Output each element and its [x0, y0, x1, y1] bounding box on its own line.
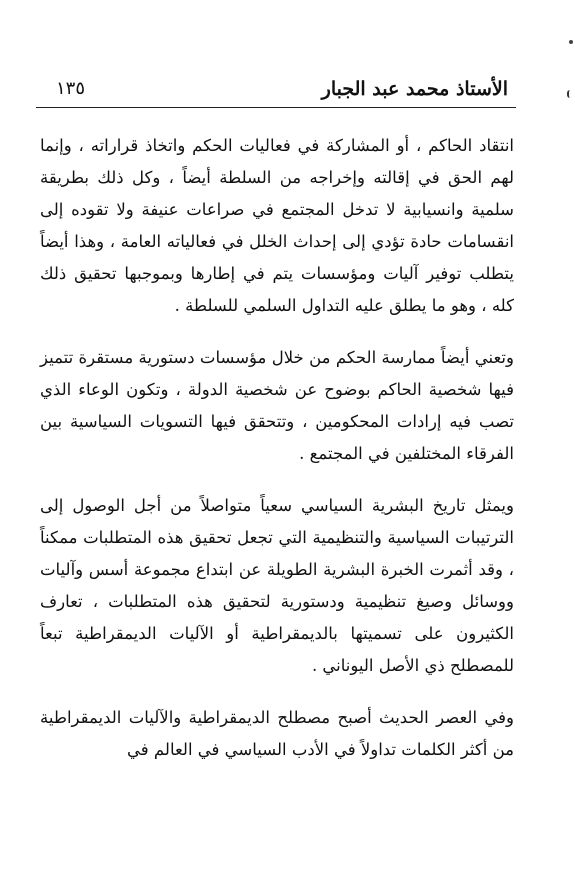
running-header	[36, 76, 516, 104]
page-edge-mark	[569, 40, 573, 44]
paragraph-1: انتقاد الحاكم ، أو المشاركة في فعاليات الحكم واتخاذ قراراته ، وإنما لهم الحق في إقالته وإخراجه من السلطة أيضاً ، وكل ذلك بطريقة سلمية وانسيابية لا تدخل المجتمع في صراعات عنيفة ولا تقوده إلى انقسامات حادة تؤدي إلى إحداث الخلل في فعالياته العامة ، وهذا أيضاً يتطلب توفير آليات ومؤسسات يتم في إطارها وبموجبها تحقيق ذلك كله ، وهو ما يطلق عليه التداول السلمي للسلطة .	[40, 136, 514, 315]
running-header-title: الأستاذ محمد عبد الجبار	[321, 78, 508, 100]
paragraph-3: ويمثل تاريخ البشرية السياسي سعياً متواصلاً من أجل الوصول إلى الترتيبات السياسية والتنظيمية التي تجعل تحقيق هذه المتطلبات ممكناً ، وقد أثمرت الخبرة البشرية الطويلة عن ابتداع مجموعة أسس وآليات ووسائل وصيغ تنظيمية ودستورية لتحقيق هذه المتطلبات ، تعارف الكثيرون على تسميتها بالديمقراطية أو الآليات الديمقراطية تبعاً للمصطلح ذي الأصل اليوناني .	[40, 496, 514, 675]
paragraph-2: وتعني أيضاً ممارسة الحكم من خلال مؤسسات دستورية مستقرة تتميز فيها شخصية الحاكم بوضوح عن شخصية الدولة ، وتكون الوعاء الذي تصب فيه إرادات المحكومين ، وتتحقق فيها التسويات السياسية بين الفرقاء المختلفين في المجتمع .	[40, 348, 514, 463]
paragraph-4: وفي العصر الحديث أصبح مصطلح الديمقراطية والآليات الديمقراطية من أكثر الكلمات تداولاً في الأدب السياسي في العالم في	[40, 708, 514, 759]
page-edge-bracket	[567, 90, 575, 98]
header-rule	[36, 107, 516, 108]
body-text	[40, 130, 514, 766]
page-number: ١٣٥	[56, 78, 86, 99]
